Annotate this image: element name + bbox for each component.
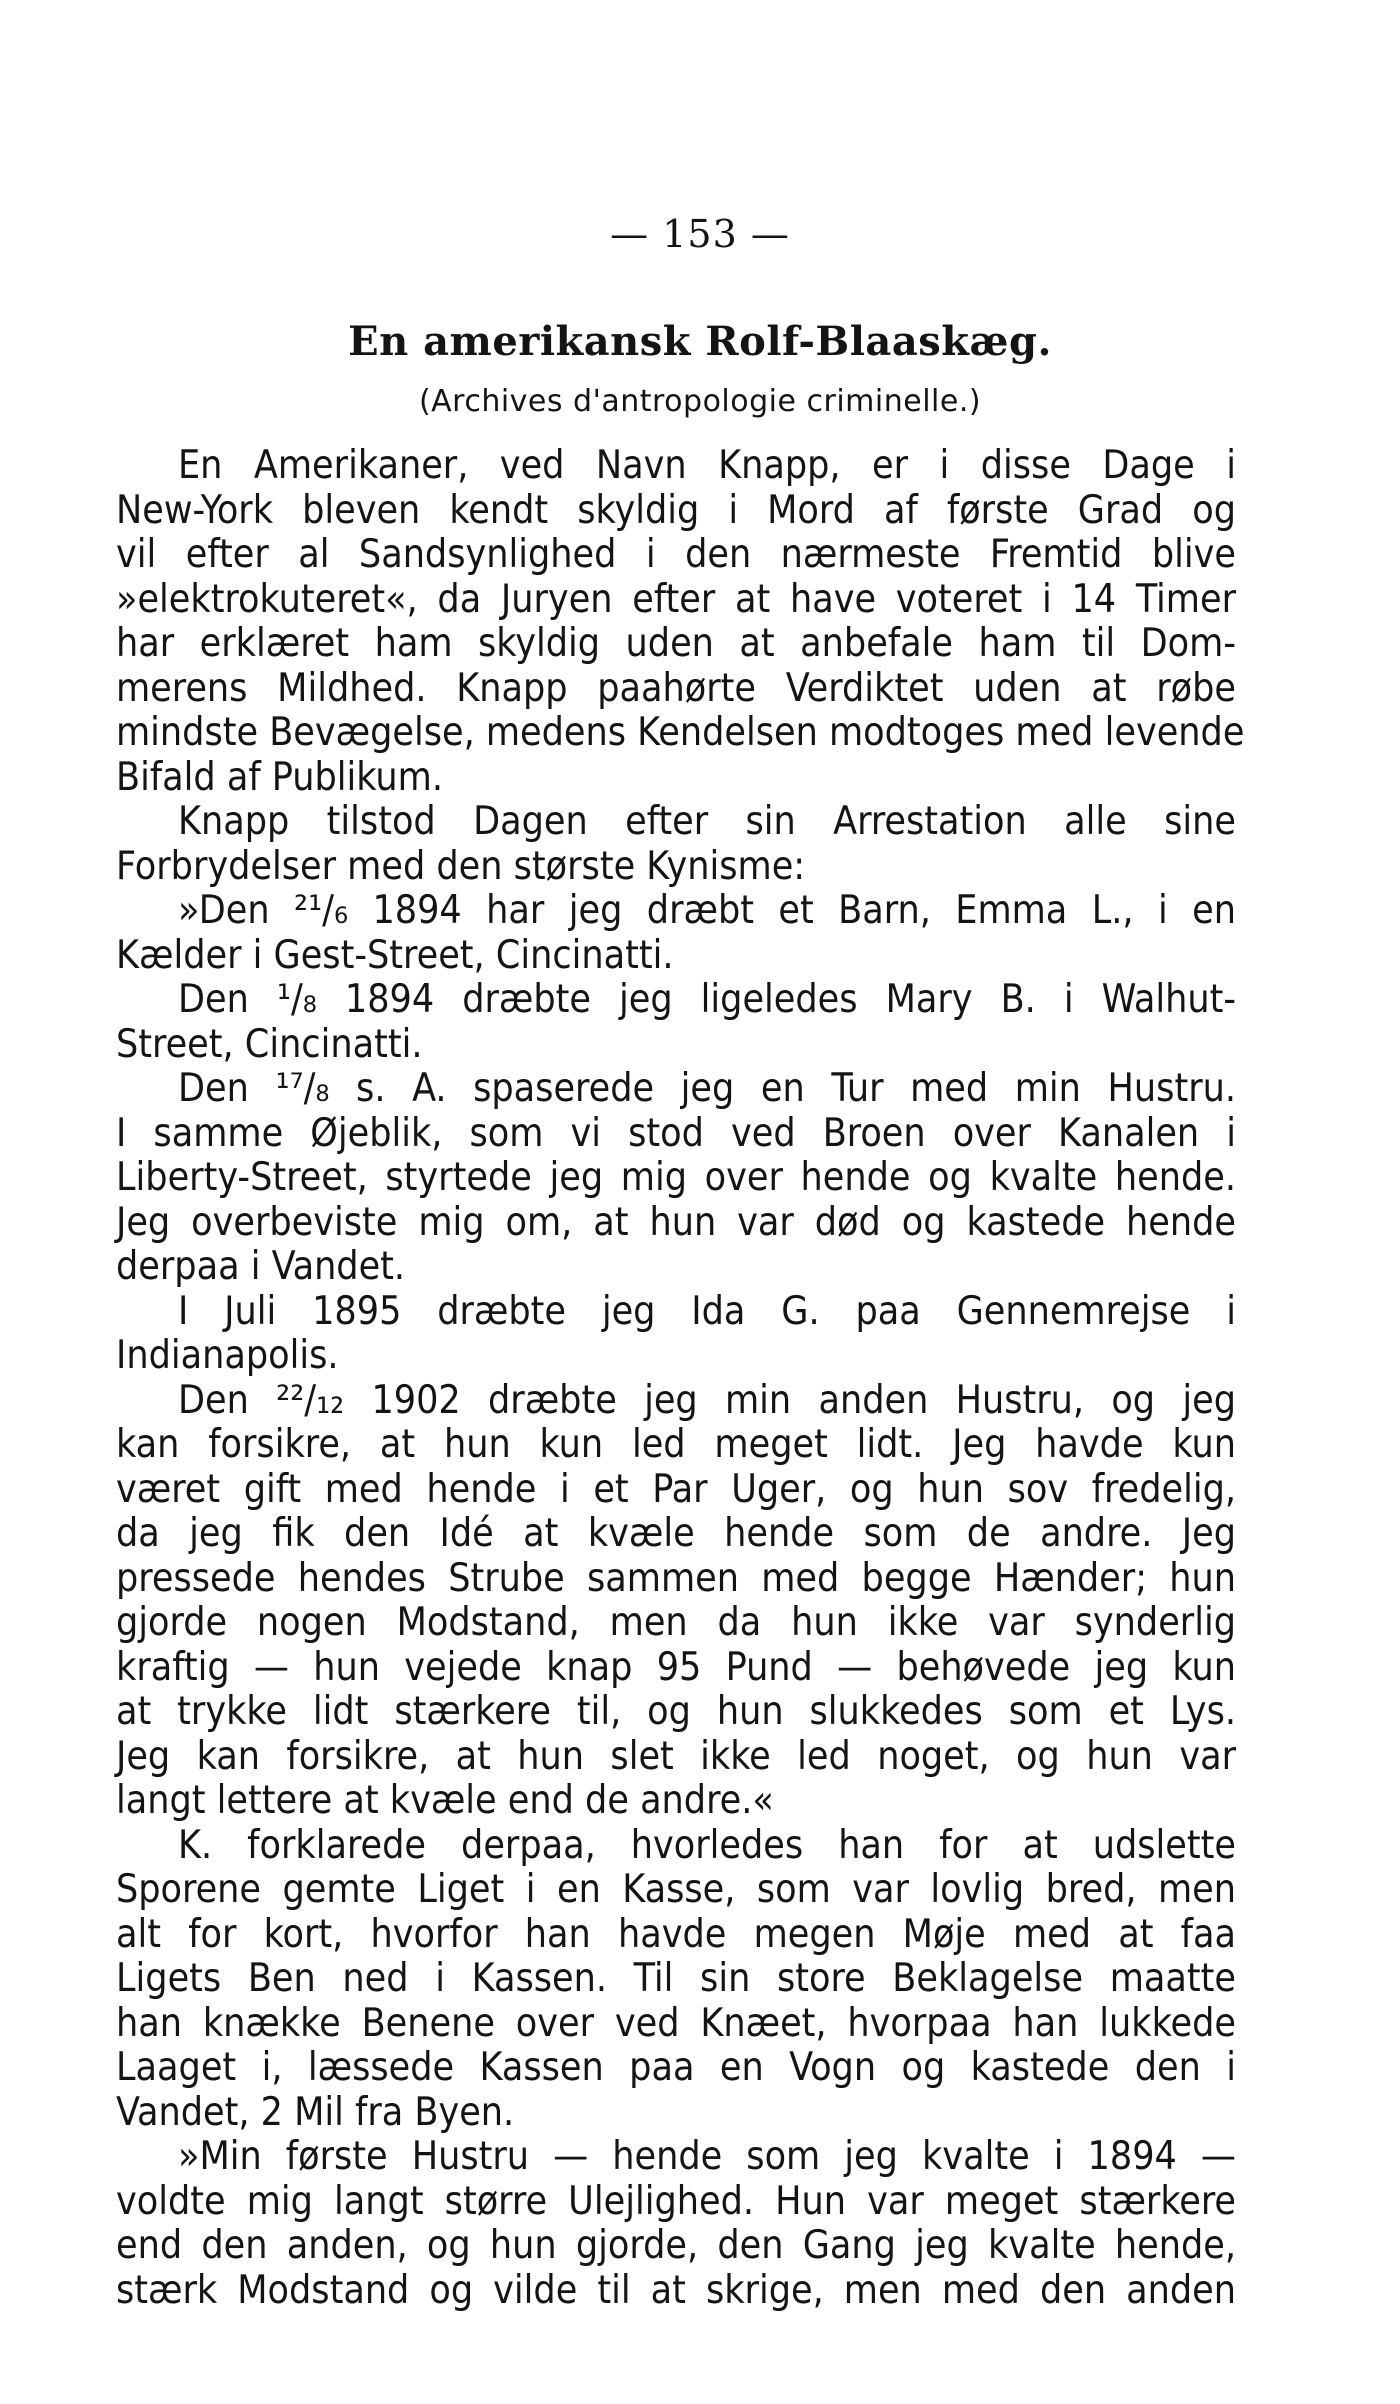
text-line: kan forsikre, at hun kun led meget lidt. Jeg havde kun xyxy=(116,1422,1236,1467)
article-title: En amerikansk Rolf-Blaaskæg. xyxy=(348,318,1052,365)
text-line: K. forklarede derpaa, hvorledes han for at udslette xyxy=(178,1822,1236,1868)
text-line: Ligets Ben ned i Kassen. Til sin store Beklagelse maatte xyxy=(116,1956,1236,2001)
text-line: »Min første Hustru — hende som jeg kvalte i 1894 — xyxy=(178,2134,1236,2179)
text-line: gjorde nogen Modstand, men da hun ikke var synderlig xyxy=(116,1600,1236,1645)
text-line: at trykke lidt stærkere til, og hun slukkedes som et Lys. xyxy=(116,1689,1236,1734)
text-line: En Amerikaner, ved Navn Knapp, er i disse Dage i xyxy=(178,443,1236,488)
text-line: Forbrydelser med den største Kynisme: xyxy=(116,843,806,889)
text-line: Jeg overbeviste mig om, at hun var død og kastede hende xyxy=(116,1199,1236,1245)
text-line: da jeg fik den Idé at kvæle hende som de andre. Jeg xyxy=(116,1511,1236,1556)
text-line: alt for kort, hvorfor han havde megen Møje med at faa xyxy=(116,1911,1236,1957)
text-line: Den ²²/₁₂ 1902 dræbte jeg min anden Hustru, og jeg xyxy=(178,1377,1236,1423)
article-source: (Archives d'antropologie criminelle.) xyxy=(418,384,982,419)
text-line: New-York bleven kendt skyldig i Mord af første Grad og xyxy=(116,487,1236,533)
text-line: Den ¹/₈ 1894 dræbte jeg ligeledes Mary B. i Walhut- xyxy=(178,977,1236,1022)
text-line: merens Mildhed. Knapp paahørte Verdiktet uden at røbe xyxy=(116,665,1236,711)
text-line: langt lettere at kvæle end de andre.« xyxy=(116,1778,774,1823)
text-line: I samme Øjeblik, som vi stod ved Broen over Kanalen i xyxy=(116,1110,1236,1156)
text-line: Street, Cincinatti. xyxy=(116,1021,423,1067)
text-line: Indianapolis. xyxy=(116,1333,339,1378)
text-line: mindste Bevægelse, medens Kendelsen modtoges med levende xyxy=(116,710,1245,755)
text-line: Jeg kan forsikre, at hun slet ikke led noget, og hun var xyxy=(116,1733,1236,1779)
text-line: voldte mig langt større Ulejlighed. Hun var meget stærkere xyxy=(116,2178,1236,2224)
page-number: — 153 — xyxy=(610,212,790,256)
text-line: derpaa i Vandet. xyxy=(116,1244,406,1289)
text-line: stærk Modstand og vilde til at skrige, men med den anden xyxy=(116,2267,1236,2313)
text-line: I Juli 1895 dræbte jeg Ida G. paa Gennemrejse i xyxy=(178,1288,1236,1334)
text-line: kraftig — hun vejede knap 95 Pund — behøvede jeg kun xyxy=(116,1644,1236,1690)
text-line: pressede hendes Strube sammen med begge Hænder; hun xyxy=(116,1555,1236,1601)
text-line: Vandet, 2 Mil fra Byen. xyxy=(116,2089,515,2135)
text-line: Knapp tilstod Dagen efter sin Arrestation alle sine xyxy=(178,799,1236,844)
text-line: »Den ²¹/₆ 1894 har jeg dræbt et Barn, Emma L., i en xyxy=(178,888,1236,933)
text-line: vil efter al Sandsynlighed i den nærmeste Fremtid blive xyxy=(116,532,1236,577)
text-line: Sporene gemte Liget i en Kasse, som var lovlig bred, men xyxy=(116,1867,1236,1912)
text-line: Den ¹⁷/₈ s. A. spaserede jeg en Tur med min Hustru. xyxy=(178,1066,1236,1111)
text-line: Kælder i Gest-Street, Cincinatti. xyxy=(116,932,674,978)
text-line: har erklæret ham skyldig uden at anbefale ham til Dom- xyxy=(116,621,1236,666)
text-line: »elektrokuteret«, da Juryen efter at have voteret i 14 Timer xyxy=(116,576,1236,622)
text-line: Bifald af Publikum. xyxy=(116,754,443,800)
text-line: han knække Benene over ved Knæet, hvorpaa han lukkede xyxy=(116,2000,1236,2046)
text-line: end den anden, og hun gjorde, den Gang jeg kvalte hende, xyxy=(116,2223,1236,2268)
article-body xyxy=(116,443,1245,2313)
text-line: Liberty-Street, styrtede jeg mig over hende og kvalte hende. xyxy=(116,1155,1236,1200)
text-line: været gift med hende i et Par Uger, og hun sov fredelig, xyxy=(116,1466,1236,1512)
text-line: Laaget i, læssede Kassen paa en Vogn og kastede den i xyxy=(116,2045,1236,2090)
